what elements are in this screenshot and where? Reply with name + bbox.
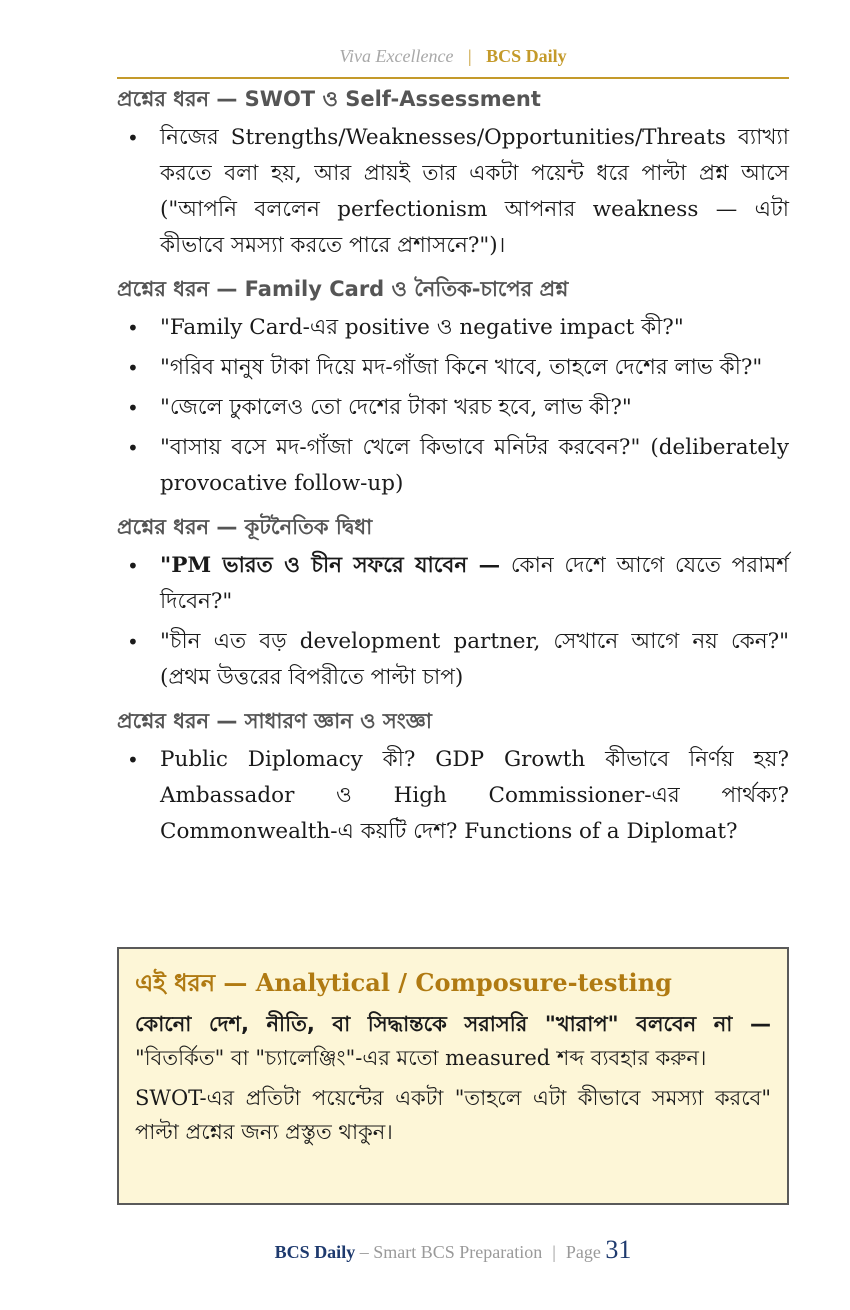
bullet-list [117, 120, 789, 264]
list-item: • "গরিব মানুষ টাকা দিয়ে মদ-গাঁজা কিনে খাবে, তাহলে দেশের লাভ কী?" [117, 350, 789, 386]
section-swot [117, 84, 789, 264]
running-header [117, 46, 789, 67]
page-footer [117, 1235, 789, 1265]
list-item: • "Family Card-এর positive ও negative impact কী?" [117, 310, 789, 346]
section-heading: প্রশ্নের ধরন — সাধারণ জ্ঞান ও সংজ্ঞা [117, 709, 432, 733]
footer-separator: | [552, 1242, 556, 1262]
section-heading: প্রশ্নের ধরন — কূটনৈতিক দ্বিধা [117, 515, 373, 539]
tip-callout-box [117, 947, 789, 1205]
callout-text: "বিতর্কিত" বা "চ্যালেঞ্জিং"-এর মতো measured শব্দ ব্যবহার করুন। [135, 1046, 707, 1070]
section-family-card [117, 274, 789, 502]
callout-title: এই ধরন — Analytical / Composure-testing [135, 968, 672, 997]
list-item: • নিজের Strengths/Weaknesses/Opportunities/Threats ব্যাখ্যা করতে বলা হয়, আর প্রায়ই তার একটা পয়েন্ট ধরে পাল্টা প্রশ্ন আসে ("আপনি বললেন perfectionism আপনার weakness — এটা কীভাবে সমস্যা করতে পারে প্রশাসনে?")। [117, 120, 789, 264]
list-item: • "চীন এত বড় development partner, সেখানে আগে নয় কেন?" (প্রথম উত্তরের বিপরীতে পাল্টা চাপ) [117, 624, 789, 696]
main-content [117, 84, 789, 860]
bullet-list [117, 310, 789, 502]
section-diplomatic-dilemma [117, 512, 789, 696]
list-item-bold: "PM ভারত ও চীন সফরে যাবেন — [160, 553, 501, 578]
page-number: 31 [605, 1235, 632, 1264]
footer-brand: BCS Daily [274, 1242, 356, 1262]
list-item [117, 548, 789, 620]
callout-paragraph: SWOT-এর প্রতিটা পয়েন্টের একটা "তাহলে এটা কীভাবে সমস্যা করবে" পাল্টা প্রশ্নের জন্য প্রস্তুত থাকুন। [135, 1086, 771, 1144]
footer-page-label: Page [565, 1242, 606, 1262]
header-rule [117, 77, 789, 79]
section-heading: প্রশ্নের ধরন — Family Card ও নৈতিক-চাপের প্রশ্ন [117, 277, 569, 301]
list-item: • Public Diplomacy কী? GDP Growth কীভাবে নির্ণয় হয়? Ambassador ও High Commissioner-এর পার্থক্য? Commonwealth-এ কয়টি দেশ? Functions of a Diplomat? [117, 742, 789, 850]
callout-paragraph [135, 1007, 771, 1075]
header-separator: | [467, 46, 472, 66]
list-item: • "বাসায় বসে মদ-গাঁজা খেলে কিভাবে মনিটর করবেন?" (deliberately provocative follow-up) [117, 430, 789, 502]
section-heading: প্রশ্নের ধরন — SWOT ও Self-Assessment [117, 87, 541, 111]
header-publisher: Viva Excellence [339, 46, 454, 66]
bullet-list [117, 742, 789, 850]
list-item: • "জেলে ঢুকালেও তো দেশের টাকা খরচ হবে, লাভ কী?" [117, 390, 789, 426]
section-general-knowledge [117, 706, 789, 850]
bullet-list [117, 548, 789, 696]
footer-tagline: – Smart BCS Preparation [355, 1242, 543, 1262]
header-brand: BCS Daily [486, 46, 567, 66]
list-item-text: কোন দেশে আগে যেতে পরামর্শ দিবেন?" [160, 553, 789, 614]
callout-emphasis: কোনো দেশ, নীতি, বা সিদ্ধান্তকে সরাসরি "খারাপ" বলবেন না — [135, 1012, 771, 1036]
